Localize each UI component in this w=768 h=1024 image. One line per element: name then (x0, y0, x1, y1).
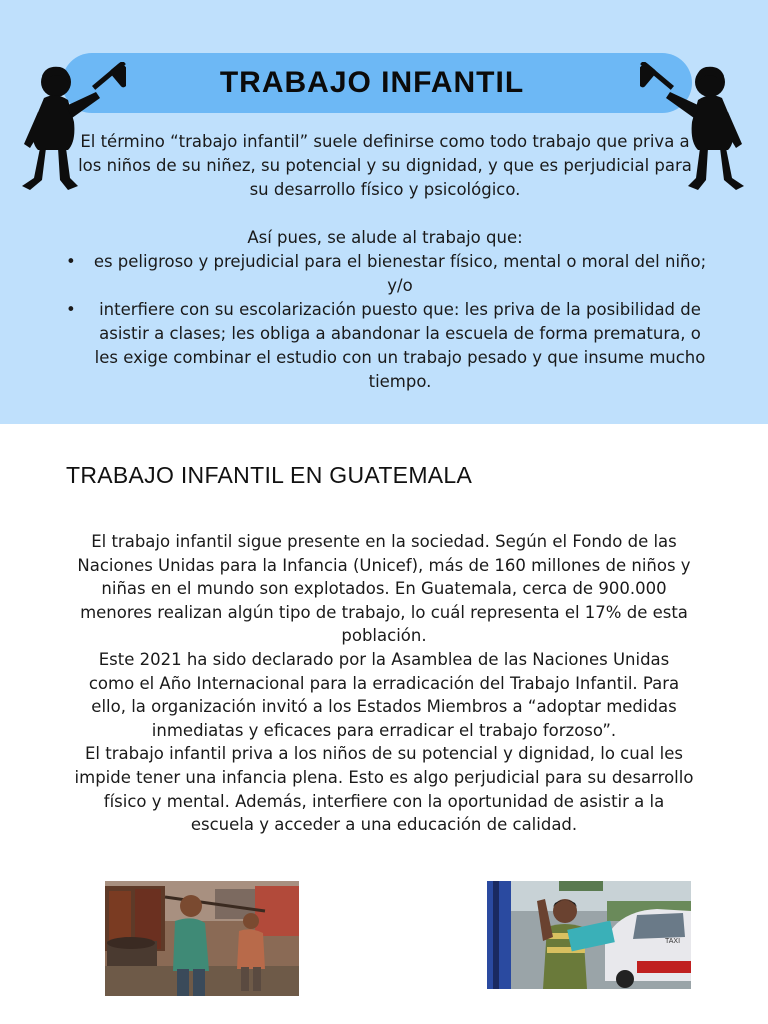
page-title: TRABAJO INFANTIL (219, 66, 525, 99)
body-paragraph: Este 2021 ha sido declarado por la Asamblea de las Naciones Unidas como el Año Internacional para la erradicación del Trabajo Infantil. Para ello, la organización invitó a los Estados Miembros a “adoptar medidas inmediatas y eficaces para erradicar el trabajo forzoso”. (88, 649, 680, 740)
body-paragraph: El trabajo infantil priva a los niños de su potencial y dignidad, lo cual les impide tener una infancia plena. Esto es algo perjudicial para su desarrollo físico y mental. Además, interfiere con la oportunidad de asistir a la escuela y acceder a una educación de calidad. (74, 744, 694, 835)
guatemala-body (74, 530, 694, 837)
intro-paragraph: El término “trabajo infantil” suele definirse como todo trabajo que priva a los niños de su niñez, su potencial y su dignidad, y que es perjudicial para su desarrollo físico y psicológico. (78, 132, 692, 199)
taxi-sign: TAXI (665, 938, 681, 945)
photo-child-vendor (487, 881, 691, 989)
photo-children-scrapyard (105, 881, 299, 996)
lead-sentence: Así pues, se alude al trabajo que: (247, 228, 523, 247)
list-item: • interfiere con su escolarización puesto que: les priva de la posibilidad de asistir a clases; les obliga a abandonar la escuela de forma prematura, o les exige combinar el estudio con un trabajo pesado y que insume mucho tiempo. (60, 298, 710, 394)
section-heading: TRABAJO INFANTIL EN GUATEMALA (66, 462, 473, 488)
list-item: • es peligroso y prejudicial para el bienestar físico, mental o moral del niño; y/o (60, 250, 710, 298)
criteria-list (60, 250, 710, 394)
body-paragraph: El trabajo infantil sigue presente en la sociedad. Según el Fondo de las Naciones Unidas para la Infancia (Unicef), más de 160 millones de niños y niñas en el mundo son explotados. En Guatemala, cerca de 900.000 menores realizan algún tipo de trabajo, lo cuál representa el 17% de esta población. (77, 532, 691, 646)
